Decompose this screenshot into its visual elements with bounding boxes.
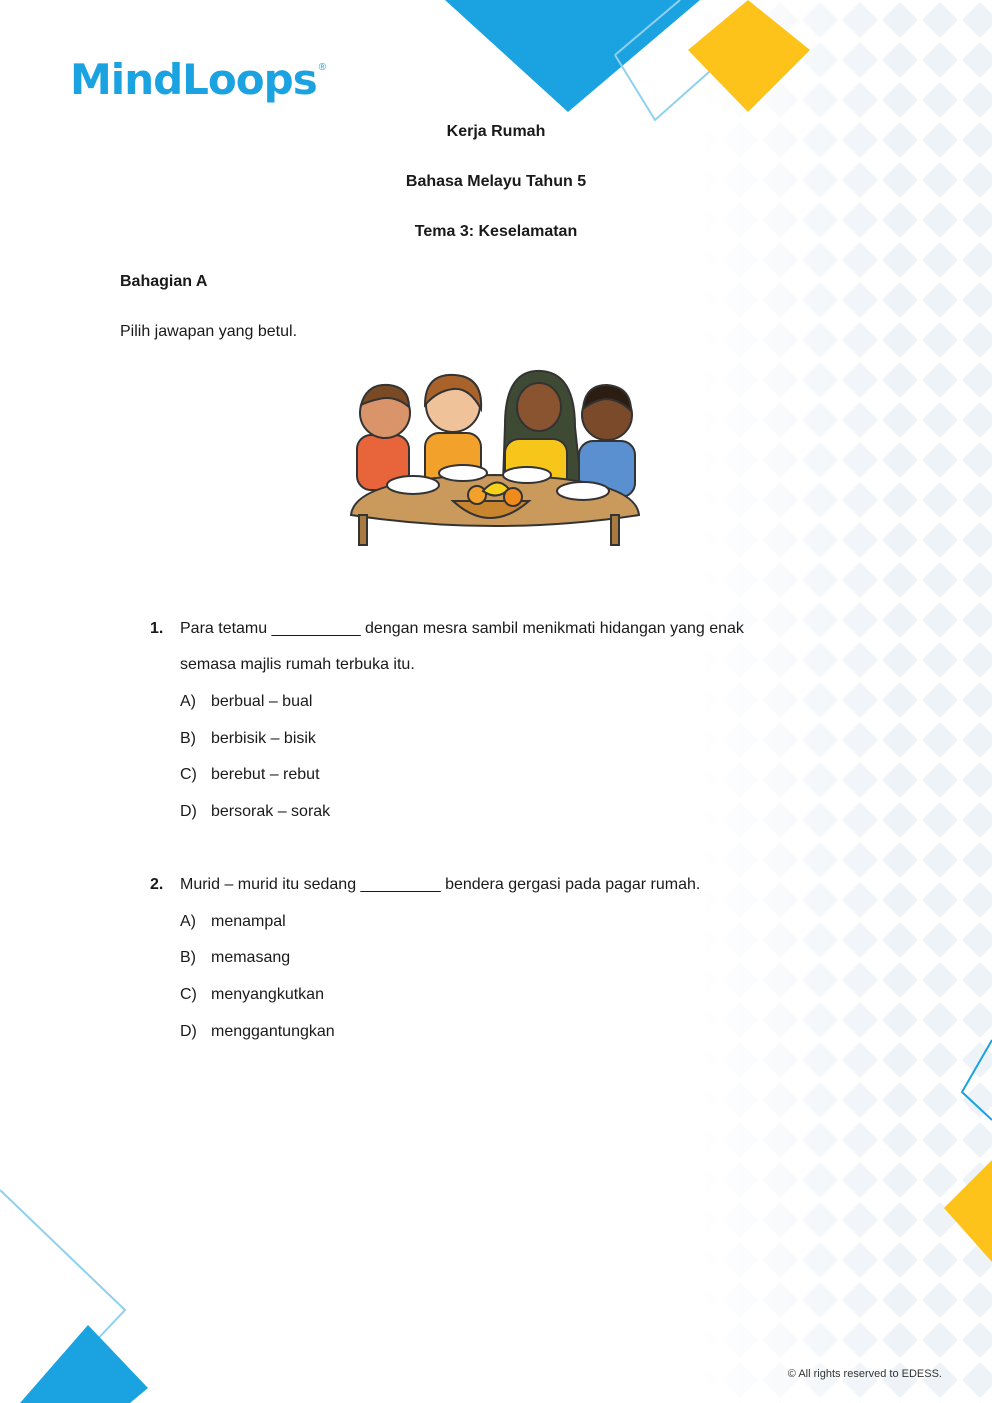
question-text-line: Murid – murid itu sedang _________ bendera gergasi pada pagar rumah. bbox=[180, 876, 701, 893]
option-text: berbisik – bisik bbox=[211, 730, 316, 747]
option-letter: C) bbox=[180, 766, 197, 783]
option-letter: B) bbox=[180, 949, 196, 966]
option-letter: D) bbox=[180, 803, 197, 820]
option-letter: D) bbox=[180, 1023, 197, 1040]
subject-title: Bahasa Melayu Tahun 5 bbox=[405, 173, 587, 190]
option-d[interactable] bbox=[180, 1023, 335, 1041]
question-text-line: semasa majlis rumah terbuka itu. bbox=[180, 656, 415, 673]
option-b[interactable] bbox=[180, 730, 316, 748]
option-letter: C) bbox=[180, 986, 197, 1003]
question-text-line: Para tetamu __________ dengan mesra sambil menikmati hidangan yang enak bbox=[180, 620, 744, 637]
copyright-footer: © All rights reserved to EDESS. bbox=[787, 1368, 942, 1380]
question-number: 2. bbox=[150, 876, 164, 893]
logo-text: MindLoops bbox=[70, 55, 317, 104]
section-heading: Bahagian A bbox=[120, 273, 208, 290]
option-a[interactable] bbox=[180, 913, 286, 931]
option-b[interactable] bbox=[180, 949, 290, 967]
option-text: menyangkutkan bbox=[211, 986, 324, 1003]
option-text: menggantungkan bbox=[211, 1023, 335, 1040]
document-title: Kerja Rumah bbox=[446, 123, 546, 140]
option-text: berebut – rebut bbox=[211, 766, 320, 783]
option-text: memasang bbox=[211, 949, 291, 966]
option-d[interactable] bbox=[180, 803, 330, 821]
option-letter: B) bbox=[180, 730, 196, 747]
instruction-text: Pilih jawapan yang betul. bbox=[120, 323, 298, 340]
option-a[interactable] bbox=[180, 693, 312, 711]
option-text: berbual – bual bbox=[211, 693, 313, 710]
children-eating-illustration bbox=[345, 365, 645, 547]
mindloops-logo bbox=[70, 52, 326, 108]
option-letter: A) bbox=[180, 913, 196, 930]
logo-registered-mark: ® bbox=[318, 62, 327, 73]
option-c[interactable] bbox=[180, 766, 320, 784]
question-number: 1. bbox=[150, 620, 164, 637]
option-letter: A) bbox=[180, 693, 196, 710]
option-c[interactable] bbox=[180, 986, 324, 1004]
option-text: menampal bbox=[211, 913, 286, 930]
option-text: bersorak – sorak bbox=[211, 803, 331, 820]
theme-title: Tema 3: Keselamatan bbox=[414, 223, 578, 240]
